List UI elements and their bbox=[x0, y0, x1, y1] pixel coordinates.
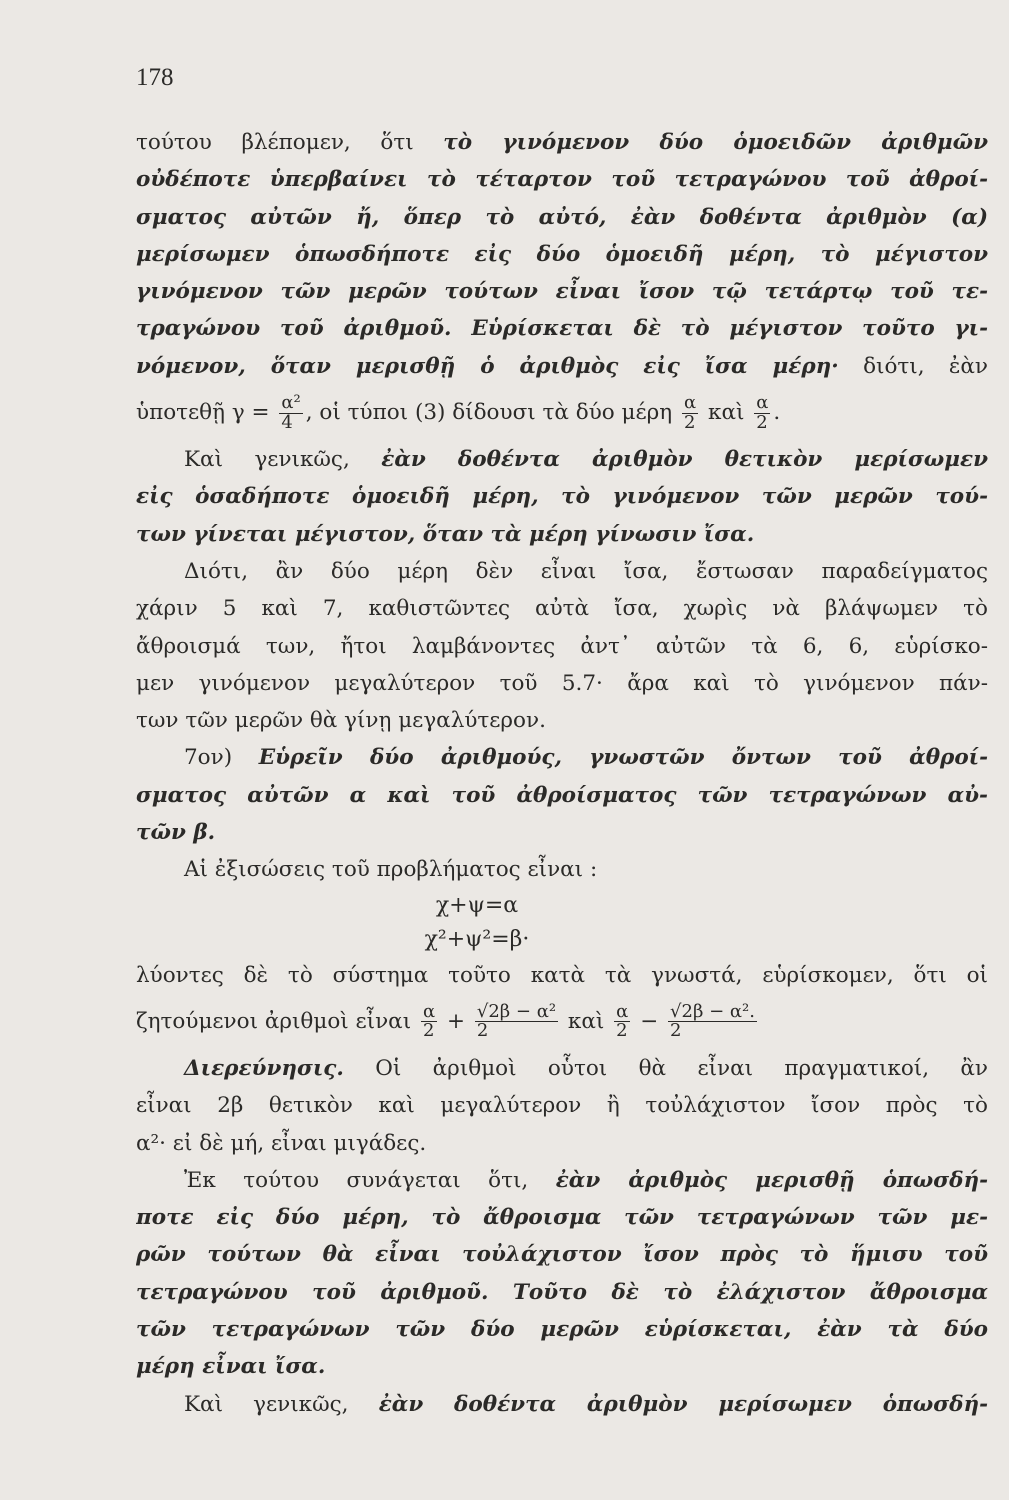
text-line: τῶν τετραγώνων τῶν δύο μερῶν εὑρίσκεται, ἐὰν τὰ δύο bbox=[136, 1317, 988, 1343]
text-line: εἰς ὁσαδήποτε ὁμοειδῆ μέρη, τὸ γινόμενον τῶν μερῶν τού- bbox=[136, 484, 988, 510]
formula-line: ζητούμενοι ἀριθμοὶ εἶναι $\frac{\alpha}{2}$ + $\frac{\text{√2β − α²}}{2}$ καὶ $\frac{\alpha}{2}$ − $\frac{\text{√2β − α².}}{2}$ bbox=[136, 1000, 755, 1042]
formula-line: ὑποτεθῇ γ = $\frac{\text{α²}}{4}$ , οἱ τύποι (3) δίδουσι τὰ δύο μέρη $\frac{\alpha}{2}$ καὶ $\frac{\alpha}{2}$ . bbox=[136, 391, 781, 433]
page-text bbox=[136, 124, 988, 1423]
text-line: ἄθροισμά των, ἤτοι λαμβάνοντες ἀντ᾽ αὐτῶν τὰ 6, 6, εὑρίσκο- bbox=[136, 633, 988, 659]
text-line: τούτου βλέπομεν, ὅτι τὸ γινόμενον δύο ὁμοειδῶν ἀριθμῶν bbox=[136, 130, 988, 155]
fraction: $\frac{\text{√2β − α².}}{2}$ bbox=[670, 1000, 755, 1042]
text-line: σματος αὐτῶν α καὶ τοῦ ἀθροίσματος τῶν τετραγώνων αὐ- bbox=[136, 782, 988, 808]
text-line: των γίνεται μέγιστον, ὅταν τὰ μέρη γίνωσιν ἴσα. bbox=[136, 521, 755, 547]
text-line: 7ον) Εὑρεῖν δύο ἀριθμούς, γνωστῶν ὄντων τοῦ ἀθροί- bbox=[184, 745, 988, 771]
text-line: Διερεύνησις. Οἱ ἀριθμοὶ οὗτοι θὰ εἶναι πραγματικοί, ἂν bbox=[184, 1055, 988, 1081]
fraction-a2-over-4: $\frac{\text{α²}}{4}$ bbox=[281, 391, 301, 433]
text-line: λύοντες δὲ τὸ σύστημα τοῦτο κατὰ τὰ γνωστά, εὑρίσκομεν, ὅτι οἱ bbox=[136, 962, 988, 988]
text-line: ποτε εἰς δύο μέρη, τὸ ἄθροισμα τῶν τετραγώνων τῶν με- bbox=[136, 1205, 988, 1231]
text-line: Καὶ γενικῶς, ἐὰν δοθέντα ἀριθμὸν μερίσωμεν ὁπωσδή- bbox=[184, 1391, 988, 1417]
page-number: 178 bbox=[136, 64, 174, 91]
text-line: οὐδέποτε ὑπερβαίνει τὸ τέταρτον τοῦ τετραγώνου τοῦ ἀθροί- bbox=[136, 167, 988, 193]
text-line: μερίσωμεν ὁπωσδήποτε εἰς δύο ὁμοειδῆ μέρη, τὸ μέγιστον bbox=[136, 241, 988, 267]
fraction: $\frac{\alpha}{2}$ bbox=[616, 1000, 629, 1042]
section-heading: Διερεύνησις. bbox=[184, 1055, 344, 1081]
fraction: $\frac{\alpha}{2}$ bbox=[422, 1000, 436, 1042]
text-line: Διότι, ἂν δύο μέρη δὲν εἶναι ἴσα, ἔστωσαν παραδείγματος bbox=[184, 558, 988, 584]
text-line: Ἐκ τούτου συνάγεται ὅτι, ἐὰν ἀριθμὸς μερισθῇ ὁπωσδή- bbox=[184, 1167, 988, 1193]
text-line: τῶν β. bbox=[136, 820, 216, 846]
text-line: τετραγώνου τοῦ ἀριθμοῦ. Τοῦτο δὲ τὸ ἐλάχιστον ἄθροισμα bbox=[136, 1279, 988, 1305]
fraction-a-over-2: $\frac{\alpha}{2}$ bbox=[756, 391, 769, 433]
text-line: νόμενον, ὅταν μερισθῇ ὁ ἀριθμὸς εἰς ἴσα μέρη· διότι, ἐὰν bbox=[136, 353, 988, 379]
text-line: Καὶ γενικῶς, ἐὰν δοθέντα ἀριθμὸν θετικὸν μερίσωμεν bbox=[184, 447, 988, 473]
text-line: χάριν 5 καὶ 7, καθιστῶντες αὐτὰ ἴσα, χωρὶς νὰ βλάψωμεν τὸ bbox=[136, 596, 988, 622]
text-line: σματος αὐτῶν ἤ, ὅπερ τὸ αὐτό, ἐὰν δοθέντα ἀριθμὸν (α) bbox=[136, 204, 988, 230]
text-line: α²· εἰ δὲ μή, εἶναι μιγάδες. bbox=[136, 1130, 427, 1156]
equation: χ+ψ=α bbox=[435, 892, 519, 918]
fraction-a-over-2: $\frac{\alpha}{2}$ bbox=[684, 391, 697, 433]
text-line: εἶναι 2β θετικὸν καὶ μεγαλύτερον ἢ τοὐλάχιστον ἴσον πρὸς τὸ bbox=[136, 1093, 988, 1119]
text-line: Αἱ ἐξισώσεις τοῦ προβλήματος εἶναι : bbox=[184, 857, 598, 883]
text-line: τραγώνου τοῦ ἀριθμοῦ. Εὑρίσκεται δὲ τὸ μέγιστον τοῦτο γι- bbox=[136, 316, 988, 342]
text-line: των τῶν μερῶν θὰ γίνῃ μεγαλύτερον. bbox=[136, 708, 546, 734]
text-line: μέρη εἶναι ἴσα. bbox=[136, 1354, 326, 1380]
text-line: γινόμενον τῶν μερῶν τούτων εἶναι ἴσον τῷ τετάρτῳ τοῦ τε- bbox=[136, 279, 988, 305]
text-line: ρῶν τούτων θὰ εἶναι τοὐλάχιστον ἴσον πρὸς τὸ ἥμισυ τοῦ bbox=[136, 1242, 988, 1268]
text-line: μεν γινόμενον μεγαλύτερον τοῦ 5.7· ἄρα καὶ τὸ γινόμενον πάν- bbox=[136, 670, 988, 696]
fraction: $\frac{\text{√2β − α²}}{2}$ bbox=[476, 1000, 557, 1042]
equation: χ²+ψ²=β· bbox=[424, 926, 530, 952]
